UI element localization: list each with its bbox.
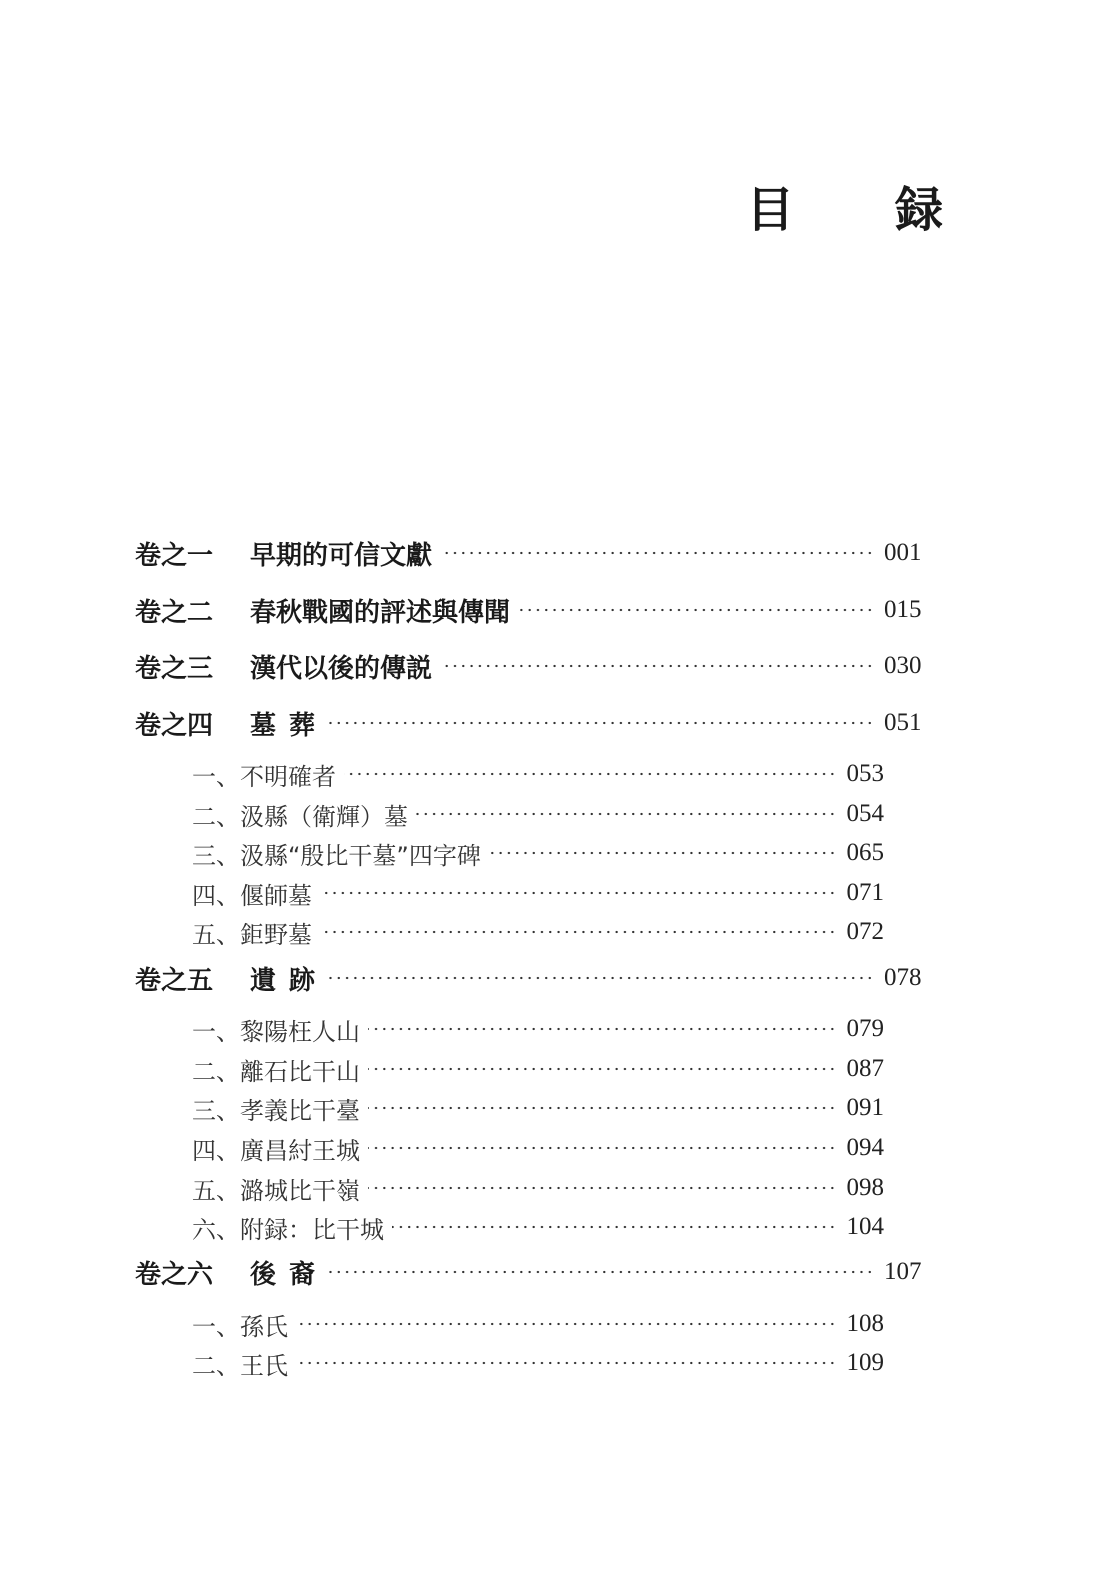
page-number: 065 [846,839,884,866]
page-number: 091 [846,1094,884,1121]
chapter-title: 後 裔 [250,1259,318,1290]
chapter-number: 卷之二 [135,597,214,628]
toc-sub-entry [0,1049,1108,1089]
page-number: 087 [846,1055,884,1082]
dot-leader [368,1022,837,1036]
sub-entry-title: 三、孝義比干臺 [192,1096,360,1125]
toc-sub-entry [0,1207,1108,1247]
toc-sub-entry [0,1088,1108,1128]
toc-sub-entry [0,1304,1108,1344]
page-number: 071 [846,879,884,906]
toc-chapter-5: 卷之五 遺 跡 078 [0,958,1108,998]
toc-chapter-1: 卷之一 早期的可信文獻 001 [0,533,1108,573]
sub-entry-title: 五、潞城比干嶺 [192,1176,360,1205]
toc-sub-entry [0,1168,1108,1208]
sub-entry-title: 四、偃師墓 [192,881,312,910]
page-number: 072 [846,918,884,945]
toc-chapter-6: 卷之六 後 裔 107 [0,1252,1108,1292]
toc-sub-entry [0,1343,1108,1383]
dot-leader [296,1356,837,1370]
toc-sub-entry [0,873,1108,913]
page-number: 094 [846,1134,884,1161]
sub-entry-title: 三、汲縣“殷比干墓”四字碑 [192,841,481,870]
toc-sub-entry [0,833,1108,873]
dot-leader [368,1062,837,1076]
sub-entry-title: 一、孫氏 [192,1312,288,1341]
chapter-title: 漢代以後的傳説 [250,653,433,684]
dot-leader [296,1317,837,1331]
dot-leader [489,846,837,860]
page-number: 079 [846,1015,884,1042]
sub-entry-title: 五、鉅野墓 [192,920,312,949]
page-number: 104 [846,1213,884,1240]
sub-entry-title: 六、附録：比干城 [192,1215,384,1244]
sub-entry-title: 四、廣昌紂王城 [192,1136,360,1165]
page-number: 098 [846,1174,884,1201]
chapter-title: 早期的可信文獻 [250,540,433,571]
dot-leader [440,659,874,673]
dot-leader [368,1101,837,1115]
toc-sub-entry [0,794,1108,834]
page-title: 目 録 [746,182,985,238]
dot-leader [344,767,837,781]
toc-chapter-4: 卷之四 墓 葬 051 [0,703,1108,743]
sub-entry-title: 一、黎陽枉人山 [192,1017,360,1046]
chapter-title: 墓 葬 [250,710,318,741]
dot-leader [325,971,874,985]
page-number: 108 [846,1310,884,1337]
chapter-title: 遺 跡 [250,965,318,996]
dot-leader [320,925,837,939]
dot-leader [368,1141,837,1155]
chapter-title: 春秋戰國的評述與傳聞 [250,597,511,628]
page-number: 053 [846,760,884,787]
toc-sub-entry [0,1009,1108,1049]
sub-entry-title: 二、離石比干山 [192,1057,360,1086]
toc-chapter-3: 卷之三 漢代以後的傳説 030 [0,646,1108,686]
dot-leader [416,807,837,821]
page-number: 109 [846,1349,884,1376]
chapter-number: 卷之四 [135,710,214,741]
toc-sub-entry [0,1128,1108,1168]
chapter-number: 卷之五 [135,965,214,996]
chapter-number: 卷之一 [135,540,214,571]
dot-leader [392,1220,837,1234]
dot-leader [325,1265,874,1279]
sub-entry-title: 二、汲縣（衛輝）墓 [192,802,408,831]
toc-sub-entry [0,912,1108,952]
chapter-number: 卷之三 [135,653,214,684]
toc-sub-entry [0,754,1108,794]
dot-leader [325,716,874,730]
dot-leader [440,546,874,560]
chapter-number: 卷之六 [135,1259,214,1290]
dot-leader [320,886,837,900]
dot-leader [368,1181,837,1195]
sub-entry-title: 一、不明確者 [192,762,336,791]
toc-chapter-2: 卷之二 春秋戰國的評述與傳聞 015 [0,590,1108,630]
page-number: 054 [846,800,884,827]
dot-leader [518,603,874,617]
sub-entry-title: 二、王氏 [192,1351,288,1380]
